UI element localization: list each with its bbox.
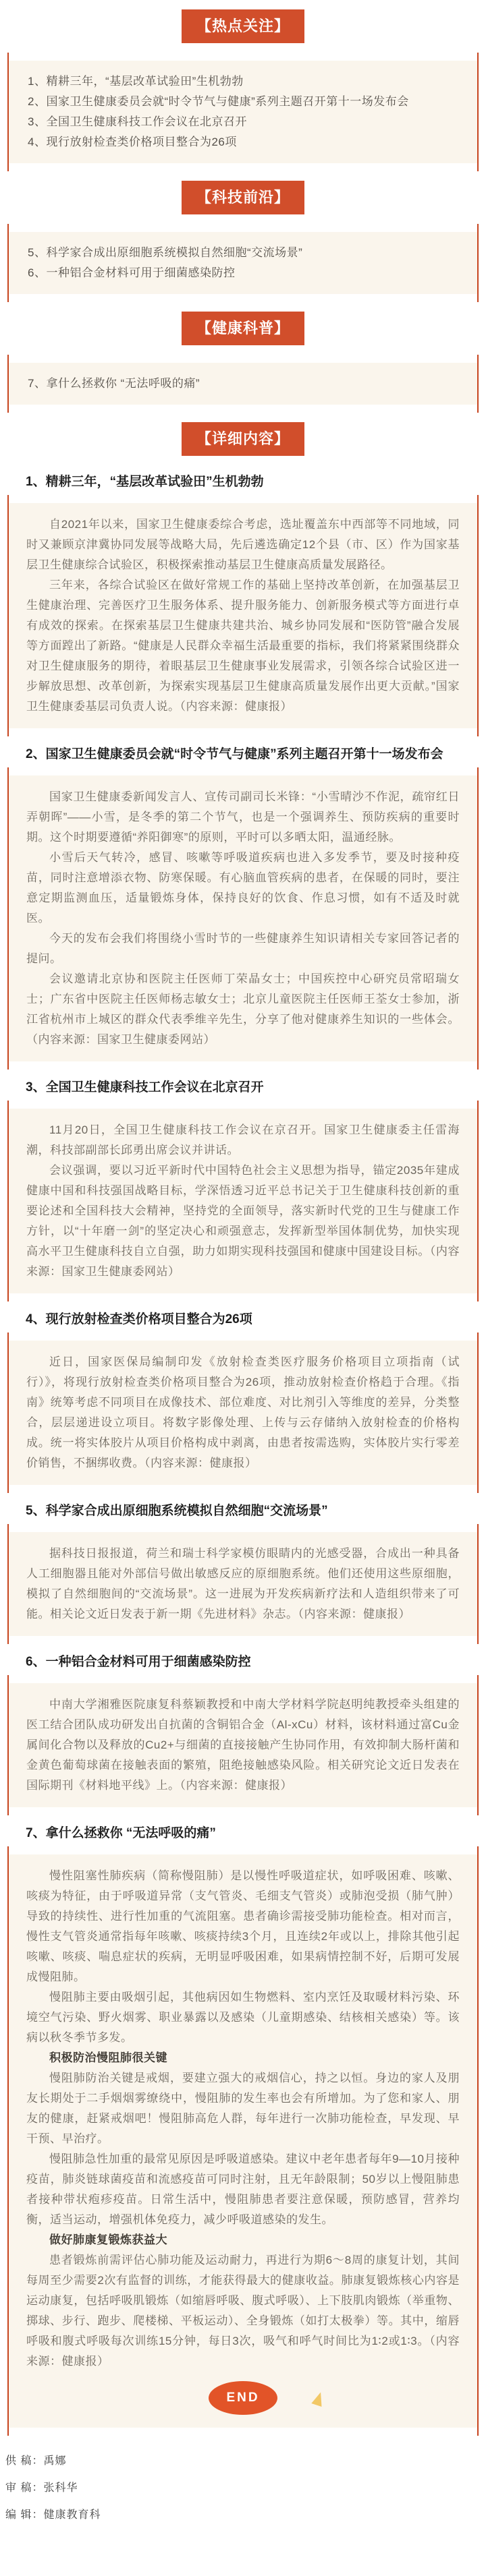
article (0, 1653, 486, 1807)
detail-section (0, 422, 486, 456)
section-badge: 【健康科普】 (182, 312, 304, 345)
section-badge: 【科技前沿】 (182, 181, 304, 214)
article-paragraph: 自2021年以来，国家卫生健康委综合考虑，选址覆盖东中西部等不同地域，同时又兼顾京津冀协同发展等战略大局，先后遴选确定12个县（市、区）作为国家基层卫生健康综合试验区，积极探索推动基层卫生健康高质量发展路径。 (26, 518, 460, 571)
end-badge: END (209, 2381, 277, 2415)
article-paragraph: 慢阻肺主要由吸烟引起，其他病因如生物燃料、室内烹饪及取暖材料污染、环境空气污染、野火烟雾、职业暴露以及感染（儿童期感染、结核相关感染）等。该病以秋冬季节多发。 (26, 1991, 460, 2044)
article (0, 1502, 486, 1636)
detail-articles (0, 473, 486, 2428)
cursor-arrow-icon (311, 2391, 325, 2407)
summary-sections (0, 9, 486, 405)
summary-box (7, 363, 479, 405)
summary-list-item: 6、一种铝合金材料可用于细菌感染防控 (28, 266, 236, 279)
article-paragraph: 中南大学湘雅医院康复科蔡颖教授和中南大学材料学院赵明纯教授牵头组建的医工结合团队成功研发出自抗菌的含铜铝合金（Al-xCu）材料，该材料通过富Cu金属间化合物以及释放的Cu2+与细菌的直接接触产生协同作用，有效抑制大肠杆菌和金黄色葡萄球菌在接触表面的繁殖，阻绝接触感染风险。相关研究论文近日发表在国际期刊《材料地平线》上。（内容来源：健康报） (26, 1698, 460, 1792)
article-paragraph: 据科技日报报道，荷兰和瑞士科学家模仿眼睛内的光感受器，合成出一种具备人工细胞器且能对外部信号做出敏感反应的原细胞系统。他们还使用这些原细胞，模拟了自然细胞间的“交流场景”。这一进展为开发疾病新疗法和人造组织带来了可能。相关论文近日发表于新一期《先进材料》杂志。（内容来源：健康报） (26, 1547, 460, 1620)
summary-list-item: 3、全国卫生健康科技工作会议在北京召开 (28, 115, 247, 128)
summary-list-item: 5、科学家合成出原细胞系统模拟自然细胞“交流场景” (28, 246, 303, 259)
article-paragraph: 慢阻肺急性加重的最常见原因是呼吸道感染。建议中老年患者每年9—10月接种疫苗，肺炎链球菌疫苗和流感疫苗可同时注射，且无年龄限制；50岁以上慢阻肺患者接种带状疱疹疫苗。日常生活中，慢阻肺患者要注意保暖，预防感冒，营养均衡，适当运动，增强机体免疫力，减少呼吸道感染的发生。 (26, 2153, 460, 2226)
summary-box (7, 232, 479, 294)
article-box (7, 1854, 479, 2428)
article-paragraph: 三年来，各综合试验区在做好常规工作的基础上坚持改革创新，在加强基层卫生健康治理、完善医疗卫生服务体系、提升服务能力、创新服务模式等方面进行卓有成效的探索。在探索基层卫生健康共建共治、城乡协同发展和“医防管”融合发展等方面蹚出了新路。“健康是人民群众幸福生活最重要的指标，我们将紧紧围绕群众对卫生健康服务的期待，着眼基层卫生健康事业发展需求，引领各综合试验区进一步解放思想、改革创新，为探索实现基层卫生健康高质量发展作出更大贡献。”国家卫生健康委基层司负责人说。（内容来源：健康报） (26, 579, 460, 713)
summary-list-item: 4、现行放射检查类价格项目整合为26项 (28, 136, 237, 148)
footer-line: 编 辑：健康教育科 (5, 2509, 101, 2521)
summary-section (0, 9, 486, 163)
article-box (7, 503, 479, 728)
article-box (7, 1109, 479, 1293)
article (0, 473, 486, 728)
article-paragraph: 会议强调，要以习近平新时代中国特色社会主义思想为指导，锚定2035年建成健康中国和科技强国战略目标，学深悟透习近平总书记关于卫生健康科技创新的重要论述和全国科技大会精神，坚持党的全面领导，落实新时代党的卫生与健康工作方针，以“十年磨一剑”的坚定决心和顽强意志，发挥新型举国体制优势，加快实现高水平卫生健康科技自立自强，助力如期实现科技强国和健康中国建设目标。（内容来源：国家卫生健康委网站） (26, 1164, 460, 1278)
article-title: 7、拿什么拯救你 “无法呼吸的痛” (26, 1826, 216, 1840)
section-badge: 【热点关注】 (182, 9, 304, 43)
article-paragraph: 患者锻炼前需评估心肺功能及运动耐力，再进行为期6～8周的康复计划，其间每周至少需要2次有监督的训练，才能获得最大的健康收益。肺康复锻炼核心内容是运动康复，包括呼吸肌锻炼（如缩唇呼吸、腹式呼吸）、上下肢肌肉锻炼（举重物、掷球、步行、跑步、爬楼梯、平板运动）、全身锻炼（如打太极拳）等。其中，缩唇呼吸和腹式呼吸每次训练15分钟，每日3次，吸气和呼气时间比为1∶2或1∶3。（内容来源：健康报） (26, 2254, 460, 2368)
summary-list-item: 2、国家卫生健康委员会就“时令节气与健康”系列主题召开第十一场发布会 (28, 95, 409, 108)
footer-line: 审 稿：张科华 (5, 2482, 78, 2494)
article-box (7, 1683, 479, 1807)
article-title: 1、精耕三年，“基层改革试验田”生机勃勃 (26, 475, 264, 489)
article-subheading: 做好肺康复锻炼获益大 (49, 2233, 167, 2246)
summary-section (0, 312, 486, 405)
article-paragraph: 国家卫生健康委新闻发言人、宣传司副司长米锋：“小雪晴沙不作泥，疏帘红日弄朝晖”——小雪，是冬季的第二个节气，也是一个强调养生、预防疾病的重要时期。这个时期要遵循“养阳御寒”的原则，平时可以多晒太阳，温通经脉。 (26, 790, 460, 844)
end-row (26, 2381, 460, 2416)
summary-list-item: 7、拿什么拯救你 “无法呼吸的痛” (28, 377, 200, 390)
article-title: 5、科学家合成出原细胞系统模拟自然细胞“交流场景” (26, 1504, 328, 1518)
article-paragraph: 会议邀请北京协和医院主任医师丁荣晶女士；中国疾控中心研究员常昭瑞女士；广东省中医院主任医师杨志敏女士；北京儿童医院主任医师王荃女士参加，浙江省杭州市上城区的群众代表季维辛先生，分享了他对健康养生知识的一些体会。（内容来源：国家卫生健康委网站） (26, 972, 460, 1046)
summary-box (7, 61, 479, 163)
article (0, 1311, 486, 1485)
article-paragraph: 慢阻肺防治关键是戒烟，要建立强大的戒烟信心，持之以恒。身边的家人及朋友长期处于二手烟烟雾缭绕中，慢阻肺的发生率也会有所增加。为了您和家人、朋友的健康，赶紧戒烟吧！慢阻肺高危人群，每年进行一次肺功能检查，早发现、早干预、早治疗。 (26, 2072, 460, 2145)
article-title: 6、一种铝合金材料可用于细菌感染防控 (26, 1655, 251, 1669)
footer (5, 2448, 486, 2576)
footer-line: 供 稿：禹娜 (5, 2455, 67, 2467)
article (0, 1825, 486, 2428)
article-title: 3、全国卫生健康科技工作会议在北京召开 (26, 1080, 264, 1094)
article-paragraph: 小雪后天气转冷，感冒、咳嗽等呼吸道疾病也进入多发季节，要及时接种疫苗，同时注意增添衣物、防寒保暖。有心脑血管疾病的患者，在保暖的同时，要注意定期监测血压，适量锻炼身体，保持良好的饮食、作息习惯，如有不适及时就医。 (26, 851, 460, 925)
article-paragraph: 今天的发布会我们将围绕小雪时节的一些健康养生知识请相关专家回答记者的提问。 (26, 932, 460, 965)
article-title: 4、现行放射检查类价格项目整合为26项 (26, 1312, 252, 1326)
article-title: 2、国家卫生健康委员会就“时令节气与健康”系列主题召开第十一场发布会 (26, 747, 443, 761)
article (0, 1079, 486, 1293)
article-box (7, 1532, 479, 1636)
article (0, 746, 486, 1061)
article-paragraph: 慢性阻塞性肺疾病（简称慢阻肺）是以慢性呼吸道症状，如呼吸困难、咳嗽、咳痰为特征，由于呼吸道异常（支气管炎、毛细支气管炎）或肺泡受损（肺气肿）导致的持续性、进行性加重的气流阻塞。患者确诊需接受肺功能检查。相对而言，慢性支气管炎通常指每年咳嗽、咳痰持续3个月，且连续2年或以上，排除其他引起咳嗽、咳痰、喘息症状的疾病，无明显呼吸困难，如果病情控制不好，后期可发展成慢阻肺。 (26, 1869, 460, 1983)
summary-list-item: 1、精耕三年，“基层改革试验田”生机勃勃 (28, 75, 244, 88)
article-paragraph: 近日，国家医保局编制印发《放射检查类医疗服务价格项目立项指南（试行）》，将现行放射检查类价格项目整合为26项，推动放射检查价格趋于合理。《指南》统筹考虑不同项目在成像技术、部位难度、对比剂引入等维度的差异，分类整合，层层递进设立项目。将数字影像处理、上传与云存储纳入放射检查的价格构成。统一将实体胶片从项目价格构成中剥离，由患者按需选购，实体胶片实行零差价销售，不捆绑收费。（内容来源：健康报） (26, 1355, 460, 1469)
article-box (7, 1341, 479, 1485)
article-paragraph: 11月20日，全国卫生健康科技工作会议在京召开。国家卫生健康委主任雷海潮，科技部副部长邱勇出席会议并讲话。 (26, 1123, 460, 1157)
section-badge-detail: 【详细内容】 (182, 422, 304, 456)
summary-section (0, 181, 486, 294)
article-subheading: 积极防治慢阻肺很关键 (49, 2051, 167, 2064)
article-box (7, 775, 479, 1061)
